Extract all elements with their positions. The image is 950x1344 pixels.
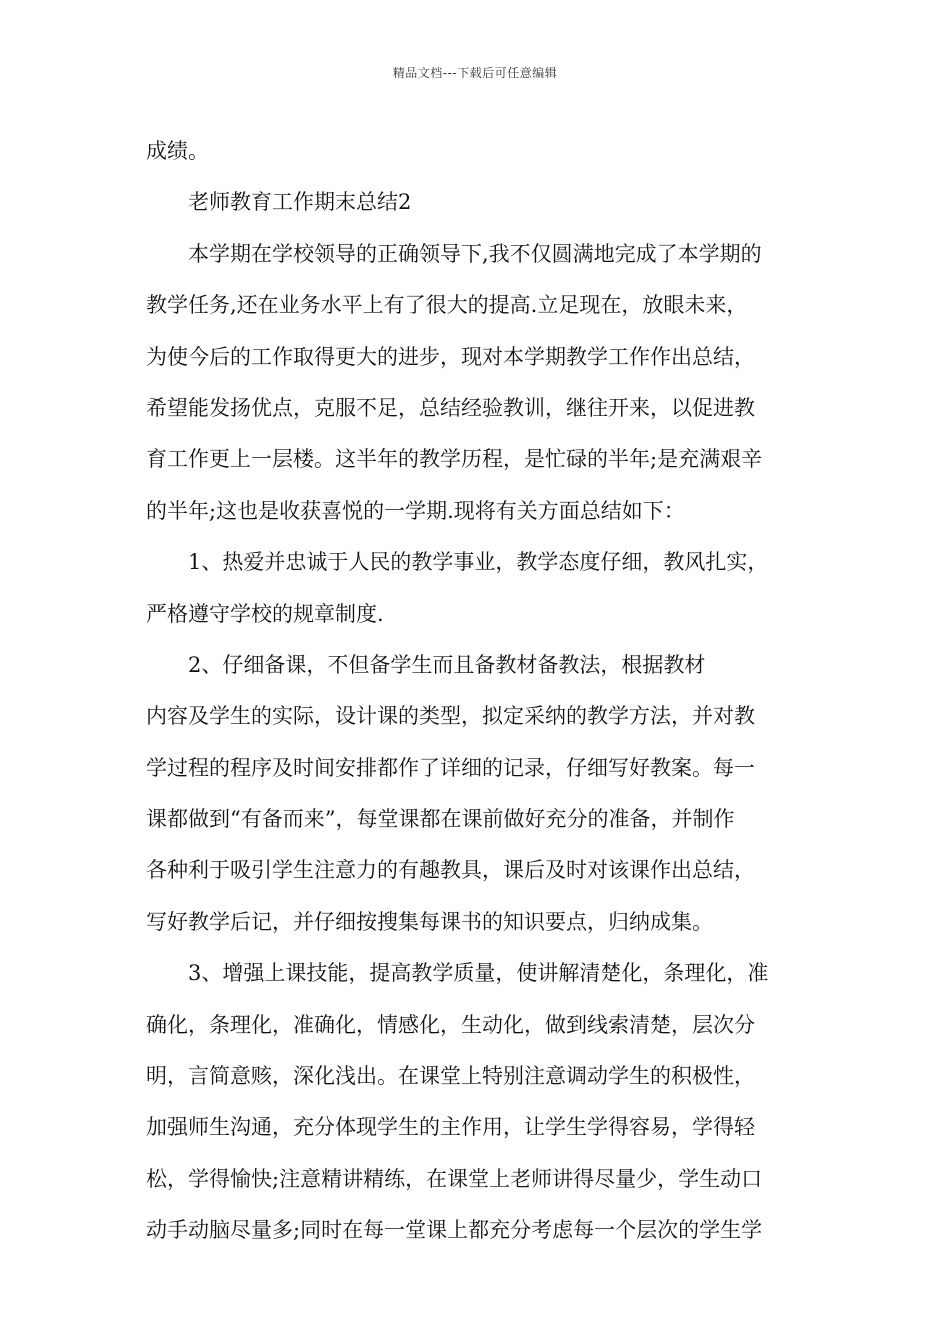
text-line: 加强师生沟通，充分体现学生的主作用，让学生学得容易，学得轻 — [146, 1115, 755, 1140]
text-line: 确化，条理化，准确化，情感化，生动化，做到线索清楚，层次分 — [146, 1012, 755, 1037]
document-body — [146, 126, 808, 1257]
text-line: 内容及学生的实际，设计课的类型，拟定采纳的教学方法，并对教 — [146, 704, 755, 729]
section-title: 老师教育工作期末总结2 — [188, 190, 412, 215]
text-line: 学过程的程序及时间安排都作了详细的记录，仔细写好教案。每一 — [146, 755, 755, 780]
text-line: 为使今后的工作取得更大的进步，现对本学期教学工作作出总结， — [146, 344, 755, 369]
text-line: 各种利于吸引学生注意力的有趣教具，课后及时对该课作出总结， — [146, 858, 755, 883]
text-line: 本学期在学校领导的正确领导下,我不仅圆满地完成了本学期的 — [188, 241, 762, 266]
text-line: 的半年;这也是收获喜悦的一学期.现将有关方面总结如下： — [146, 498, 685, 523]
text-line: 1、热爱并忠诚于人民的教学事业，教学态度仔细，教风扎实， — [188, 550, 769, 575]
text-line: 明，言简意赅，深化浅出。在课堂上特别注意调动学生的积极性， — [146, 1064, 755, 1089]
text-line: 育工作更上一层楼。这半年的教学历程，是忙碌的半年;是充满艰辛 — [146, 447, 763, 472]
text-line: 课都做到“有备而来”，每堂课都在课前做好充分的准备，并制作 — [146, 807, 735, 832]
text-line: 写好教学后记，并仔细按搜集每课书的知识要点，归纳成集。 — [146, 909, 713, 934]
text-line: 希望能发扬优点，克服不足，总结经验教训，继往开来，以促进教 — [146, 395, 755, 420]
text-line: 成绩。 — [146, 139, 209, 163]
text-line: 2、仔细备课，不但备学生而且备教材备教法，根据教材 — [188, 652, 706, 677]
text-line: 教学任务,还在业务水平上有了很大的提高.立足现在，放眼未来， — [146, 293, 748, 318]
text-line: 动手动脑尽量多;同时在每一堂课上都充分考虑每一个层次的学生学 — [146, 1218, 763, 1243]
page-header: 精品文档---下载后可任意编辑 — [392, 66, 558, 80]
text-line: 松，学得愉快;注意精讲精练，在课堂上老师讲得尽量少，学生动口 — [146, 1166, 763, 1191]
text-line: 严格遵守学校的规章制度. — [146, 601, 384, 626]
text-line: 3、增强上课技能，提高教学质量，使讲解清楚化，条理化，准 — [188, 961, 769, 986]
